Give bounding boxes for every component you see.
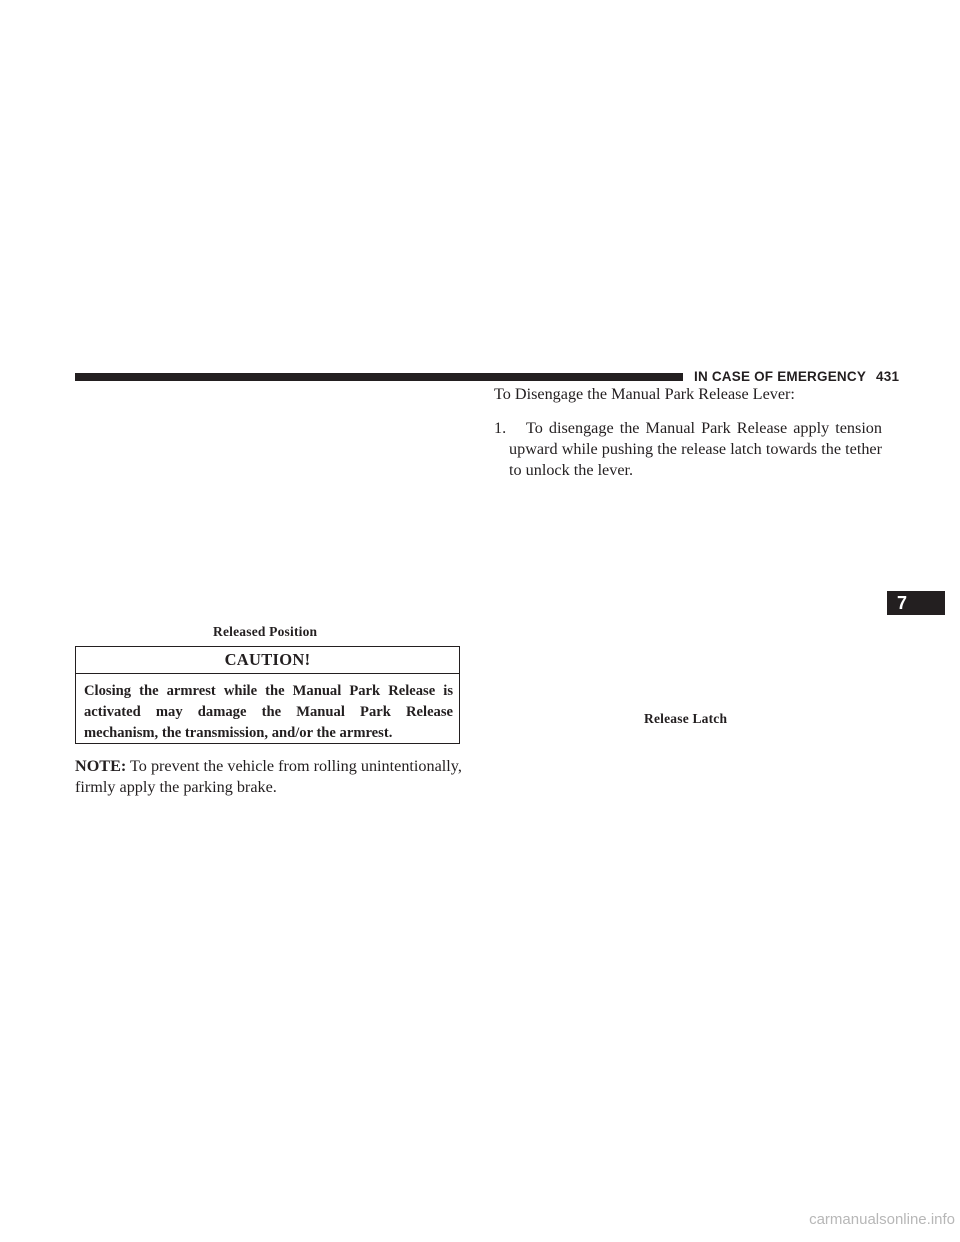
section-heading: To Disengage the Manual Park Release Lever: xyxy=(494,385,795,403)
step-number: 1. xyxy=(494,419,507,437)
note-paragraph xyxy=(75,756,462,798)
note-text: To prevent the vehicle from rolling unintentionally, firmly apply the parking brake. xyxy=(75,757,462,796)
caution-box xyxy=(75,646,460,744)
header-rule xyxy=(75,373,683,381)
note-label: NOTE: xyxy=(75,757,127,775)
step-text: To disengage the Manual Park Release apply tension upward while pushing the release latch towards the tether to unlock the lever. xyxy=(509,419,882,479)
section-title: IN CASE OF EMERGENCY xyxy=(694,369,867,384)
page-number: 431 xyxy=(876,369,900,384)
figure-caption-released-position: Released Position xyxy=(213,624,318,639)
caution-text: Closing the armrest while the Manual Park Release is activated may damage the Manual Park Release mechanism, the transmission, and/or the armrest. xyxy=(84,683,453,741)
figure-caption-release-latch: Release Latch xyxy=(644,711,728,726)
watermark: carmanualsonline.info xyxy=(809,1211,955,1228)
caution-title: CAUTION! xyxy=(76,647,459,674)
step-item xyxy=(494,418,882,481)
chapter-tab: 7 xyxy=(887,591,945,615)
